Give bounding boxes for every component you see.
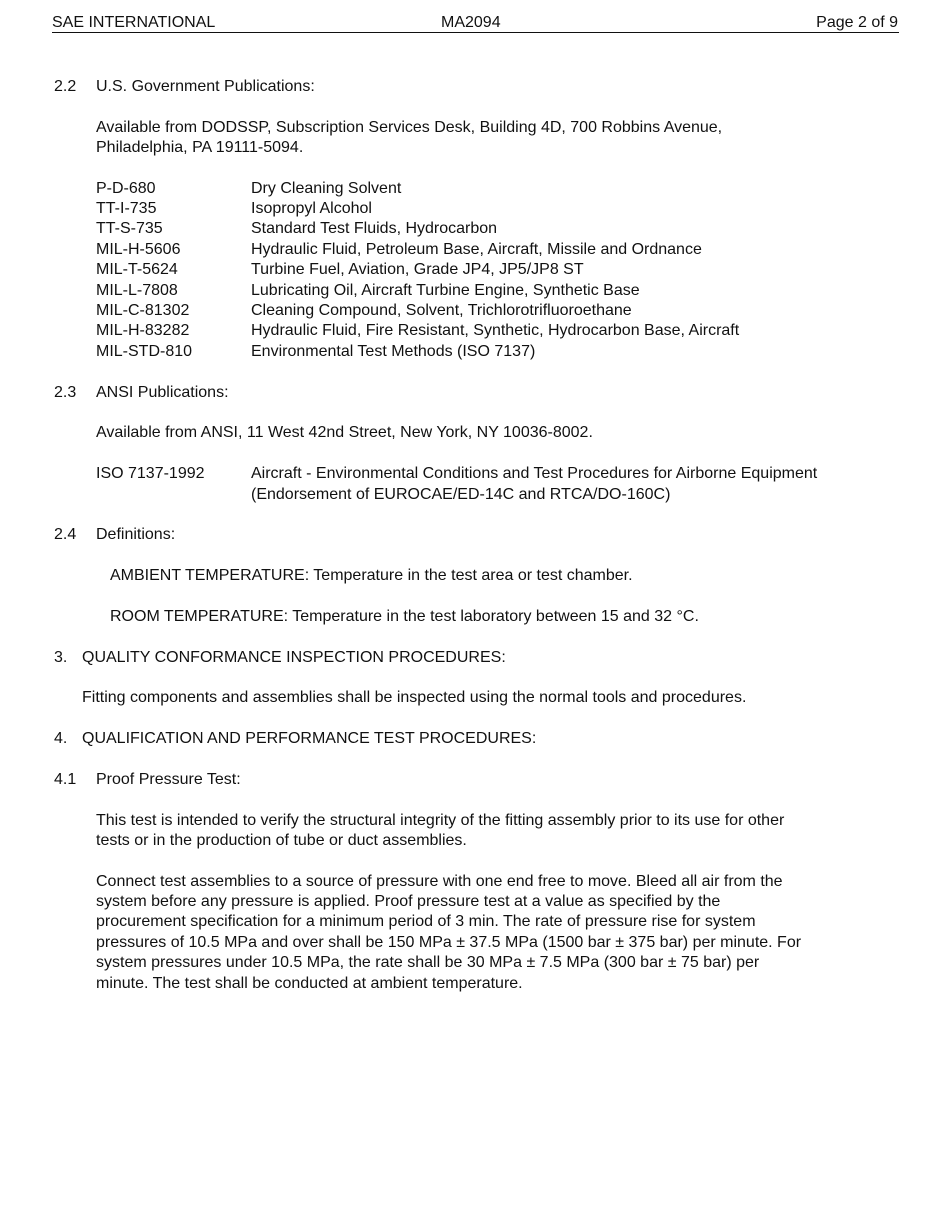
section-4-number: 4. (54, 730, 68, 747)
section-2-3-availability: Available from ANSI, 11 West 42nd Street, New York, NY 10036-8002. (96, 424, 593, 441)
publication-title: Hydraulic Fluid, Petroleum Base, Aircraft, Missile and Ordnance (251, 241, 702, 258)
section-4-1-paragraph-1-line: tests or in the production of tube or duct assemblies. (96, 832, 467, 849)
publication-title: Dry Cleaning Solvent (251, 180, 402, 197)
publication-title: Environmental Test Methods (ISO 7137) (251, 343, 536, 360)
publication-title: Cleaning Compound, Solvent, Trichlorotrifluoroethane (251, 302, 632, 319)
section-4-1-number: 4.1 (54, 771, 77, 788)
publication-title: Turbine Fuel, Aviation, Grade JP4, JP5/JP8 ST (251, 261, 584, 278)
section-2-4-number: 2.4 (54, 526, 77, 543)
section-2-2-availability-line-2: Philadelphia, PA 19111-5094. (96, 139, 304, 156)
header-page-number: Page 2 of 9 (816, 14, 898, 31)
section-3-number: 3. (54, 649, 68, 666)
section-4-1-paragraph-1-line: This test is intended to verify the structural integrity of the fitting assembly prior to its use for other (96, 812, 785, 829)
publication-code: MIL-C-81302 (96, 302, 190, 319)
section-3-text: Fitting components and assemblies shall be inspected using the normal tools and procedures. (82, 689, 747, 706)
section-2-3-number: 2.3 (54, 384, 77, 401)
publication-code: MIL-H-83282 (96, 322, 190, 339)
iso-publication-title-line-2: (Endorsement of EUROCAE/ED-14C and RTCA/DO-160C) (251, 486, 671, 503)
section-2-2-availability-line-1: Available from DODSSP, Subscription Services Desk, Building 4D, 700 Robbins Avenue, (96, 119, 723, 136)
section-4-title: QUALIFICATION AND PERFORMANCE TEST PROCEDURES: (82, 730, 537, 747)
section-4-1-title: Proof Pressure Test: (96, 771, 241, 788)
publication-code: P-D-680 (96, 180, 156, 197)
publication-code: TT-I-735 (96, 200, 157, 217)
section-4-1-paragraph-2-line: Connect test assemblies to a source of pressure with one end free to move. Bleed all air from the (96, 873, 783, 890)
publication-title: Isopropyl Alcohol (251, 200, 372, 217)
iso-publication-code: ISO 7137-1992 (96, 465, 205, 482)
section-2-2-number: 2.2 (54, 78, 77, 95)
iso-publication-title-line-1: Aircraft - Environmental Conditions and Test Procedures for Airborne Equipment (251, 465, 818, 482)
section-4-1-paragraph-2-line: procurement specification for a minimum period of 3 min. The rate of pressure rise for system (96, 913, 756, 930)
header-doc-number: MA2094 (441, 14, 501, 31)
definition-room-temperature: ROOM TEMPERATURE: Temperature in the test laboratory between 15 and 32 °C. (110, 608, 699, 625)
publication-title: Standard Test Fluids, Hydrocarbon (251, 220, 498, 237)
publication-code: MIL-H-5606 (96, 241, 181, 258)
section-2-4-title: Definitions: (96, 526, 176, 543)
header-rule (52, 32, 899, 33)
publication-code: MIL-T-5624 (96, 261, 178, 278)
section-4-1-paragraph-2-line: system pressures under 10.5 MPa, the rate shall be 30 MPa ± 7.5 MPa (300 bar ± 75 bar) per (96, 954, 760, 971)
publication-code: TT-S-735 (96, 220, 163, 237)
section-4-1-paragraph-2-line: minute. The test shall be conducted at ambient temperature. (96, 975, 523, 992)
publication-title: Hydraulic Fluid, Fire Resistant, Synthetic, Hydrocarbon Base, Aircraft (251, 322, 740, 339)
section-4-1-paragraph-2-line: system before any pressure is applied. Proof pressure test at a value as specified by the (96, 893, 721, 910)
definition-ambient-temperature: AMBIENT TEMPERATURE: Temperature in the test area or test chamber. (110, 567, 633, 584)
section-2-3-title: ANSI Publications: (96, 384, 229, 401)
publication-code: MIL-L-7808 (96, 282, 178, 299)
section-2-2-title: U.S. Government Publications: (96, 78, 315, 95)
header-org: SAE INTERNATIONAL (52, 14, 216, 31)
section-4-1-paragraph-2-line: pressures of 10.5 MPa and over shall be 150 MPa ± 37.5 MPa (1500 bar ± 375 bar) per minute. For (96, 934, 802, 951)
publication-title: Lubricating Oil, Aircraft Turbine Engine, Synthetic Base (251, 282, 640, 299)
section-3-title: QUALITY CONFORMANCE INSPECTION PROCEDURES: (82, 649, 506, 666)
publication-code: MIL-STD-810 (96, 343, 193, 360)
